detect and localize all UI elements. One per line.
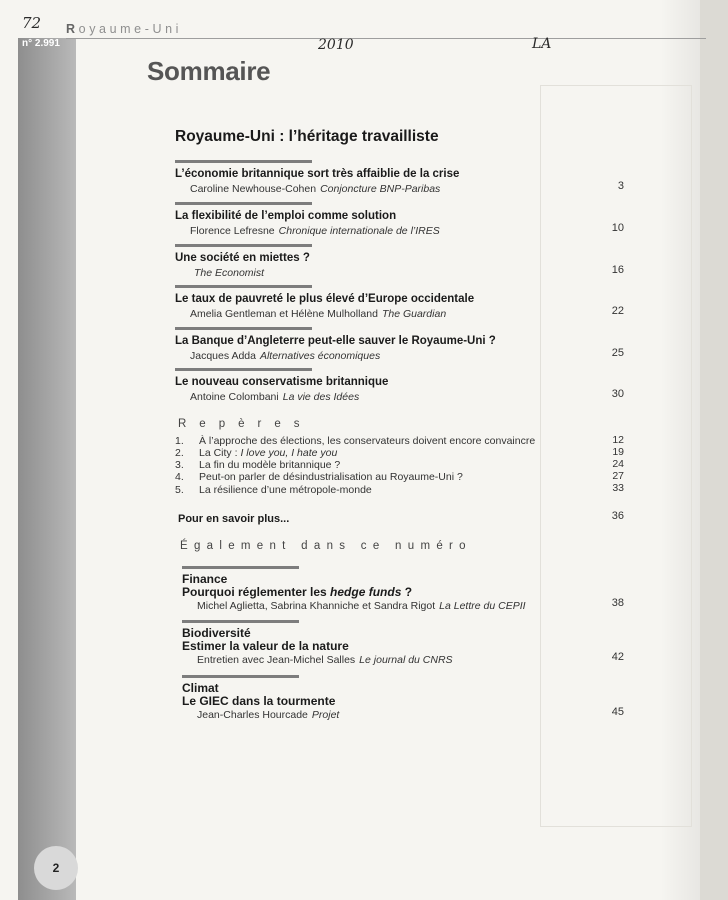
handwritten-initials: LA: [532, 36, 552, 52]
further-reading-page: 36: [611, 510, 624, 522]
entry-byline: [190, 267, 264, 279]
entry-byline: [190, 308, 446, 320]
running-header-initial: R: [66, 22, 79, 36]
also-heading: Également dans ce numéro: [180, 540, 472, 552]
section-page: 38: [611, 597, 624, 609]
entry-title: La flexibilité de l’emploi comme solution: [175, 210, 397, 222]
reperes-text: À l’approche des élections, les conservateurs doivent encore convaincre: [199, 435, 536, 447]
entry-page: 25: [611, 347, 624, 359]
reperes-text: La City :: [199, 447, 241, 459]
section-title-end: ?: [401, 585, 413, 599]
section-title-text: Estimer la valeur de la nature: [182, 639, 349, 653]
page-title: Sommaire: [147, 56, 271, 86]
entry-author: Florence Lefresne: [190, 225, 275, 237]
entry-rule: [175, 244, 312, 247]
entry-byline: [190, 225, 440, 237]
entry-source: The Economist: [194, 267, 265, 279]
dossier-title: Royaume-Uni : l’héritage travailliste: [175, 128, 439, 145]
section-title-italic: hedge funds: [330, 585, 402, 599]
entry-page: 16: [611, 264, 624, 276]
section-byline: [197, 709, 339, 721]
reperes-italic: I love you, I hate you: [240, 447, 338, 459]
section-source: Le journal du CNRS: [359, 654, 453, 666]
entry-title: Le nouveau conservatisme britannique: [175, 376, 389, 388]
entry-page: 10: [611, 222, 624, 234]
entry-rule: [175, 285, 312, 288]
entry-title: Une société en miettes ?: [175, 252, 310, 264]
reperes-text: La fin du modèle britannique ?: [199, 459, 341, 471]
reperes-number: 1.: [175, 435, 184, 447]
section-title-text: Pourquoi réglementer les: [182, 585, 331, 599]
section-category: Climat: [182, 681, 219, 695]
entry-source: Alternatives économiques: [259, 350, 381, 362]
reperes-heading: Repères: [178, 418, 313, 430]
reperes-text: Peut-on parler de désindustrialisation au Royaume-Uni ?: [199, 471, 463, 483]
entry-rule: [175, 160, 312, 163]
page-number: 2: [34, 846, 78, 890]
reperes-item[interactable]: [175, 484, 372, 496]
entry-page: 3: [617, 180, 624, 192]
section-byline: [197, 654, 453, 666]
section-rule: [182, 620, 299, 623]
section-title: [182, 639, 349, 653]
section-title-text: Le GIEC dans la tourmente: [182, 694, 336, 708]
entry-byline: [190, 391, 359, 403]
reperes-page: 27: [612, 470, 624, 482]
sidebar-band: [18, 38, 76, 900]
entry-source: La vie des Idées: [282, 391, 360, 403]
entry-title: Le taux de pauvreté le plus élevé d’Europe occidentale: [175, 293, 475, 305]
entry-source: Conjoncture BNP-Paribas: [320, 183, 441, 195]
header-rule: [66, 38, 706, 39]
handwritten-note-left: 72: [22, 14, 42, 32]
section-page: 42: [611, 651, 624, 663]
reperes-text: La résilience d’une métropole-monde: [199, 484, 372, 496]
section-author: Michel Aglietta, Sabrina Khanniche et Sandra Rigot: [197, 600, 436, 612]
reperes-item[interactable]: [175, 435, 535, 447]
section-source: Projet: [311, 709, 340, 721]
reperes-item[interactable]: [175, 471, 463, 483]
further-reading[interactable]: Pour en savoir plus...: [178, 513, 290, 525]
entry-author: Jacques Adda: [190, 350, 256, 362]
section-byline: [197, 600, 526, 612]
section-author: Jean-Charles Hourcade: [197, 709, 308, 721]
section-category: Biodiversité: [182, 626, 251, 640]
entry-rule: [175, 202, 312, 205]
reperes-number: 5.: [175, 484, 184, 496]
running-header: [66, 22, 182, 36]
section-title: [182, 694, 335, 708]
entry-title: La Banque d’Angleterre peut-elle sauver le Royaume-Uni ?: [175, 335, 496, 347]
section-title: [182, 585, 412, 599]
reperes-page: 33: [612, 482, 624, 494]
reperes-number: 2.: [175, 447, 184, 459]
entry-page: 30: [611, 388, 624, 400]
reperes-number: 3.: [175, 459, 184, 471]
entry-byline: [190, 350, 380, 362]
entry-source: The Guardian: [381, 308, 447, 320]
section-page: 45: [611, 706, 624, 718]
section-rule: [182, 675, 299, 678]
next-page-edge: [700, 0, 728, 900]
handwritten-year: 2010: [318, 37, 354, 53]
entry-author: Antoine Colombani: [190, 391, 279, 403]
reperes-item[interactable]: [175, 447, 337, 459]
section-author: Entretien avec Jean-Michel Salles: [197, 654, 356, 666]
entry-rule: [175, 327, 312, 330]
section-category: Finance: [182, 572, 228, 586]
reperes-page: 24: [612, 458, 624, 470]
entry-title: L’économie britannique sort très affaiblie de la crise: [175, 168, 460, 180]
entry-author: Amelia Gentleman et Hélène Mulholland: [190, 308, 378, 320]
section-rule: [182, 566, 299, 569]
issue-number: n° 2.991: [22, 38, 60, 49]
reperes-item[interactable]: [175, 459, 340, 471]
entry-page: 22: [611, 305, 624, 317]
entry-source: Chronique internationale de l’IRES: [278, 225, 440, 237]
entry-byline: [190, 183, 440, 195]
reperes-page: 12: [612, 434, 624, 446]
reperes-number: 4.: [175, 471, 184, 483]
section-source: La Lettre du CEPII: [439, 600, 526, 612]
reperes-page: 19: [612, 446, 624, 458]
entry-author: Caroline Newhouse-Cohen: [190, 183, 317, 195]
entry-rule: [175, 368, 312, 371]
running-header-rest: oyaume-Uni: [78, 22, 183, 36]
